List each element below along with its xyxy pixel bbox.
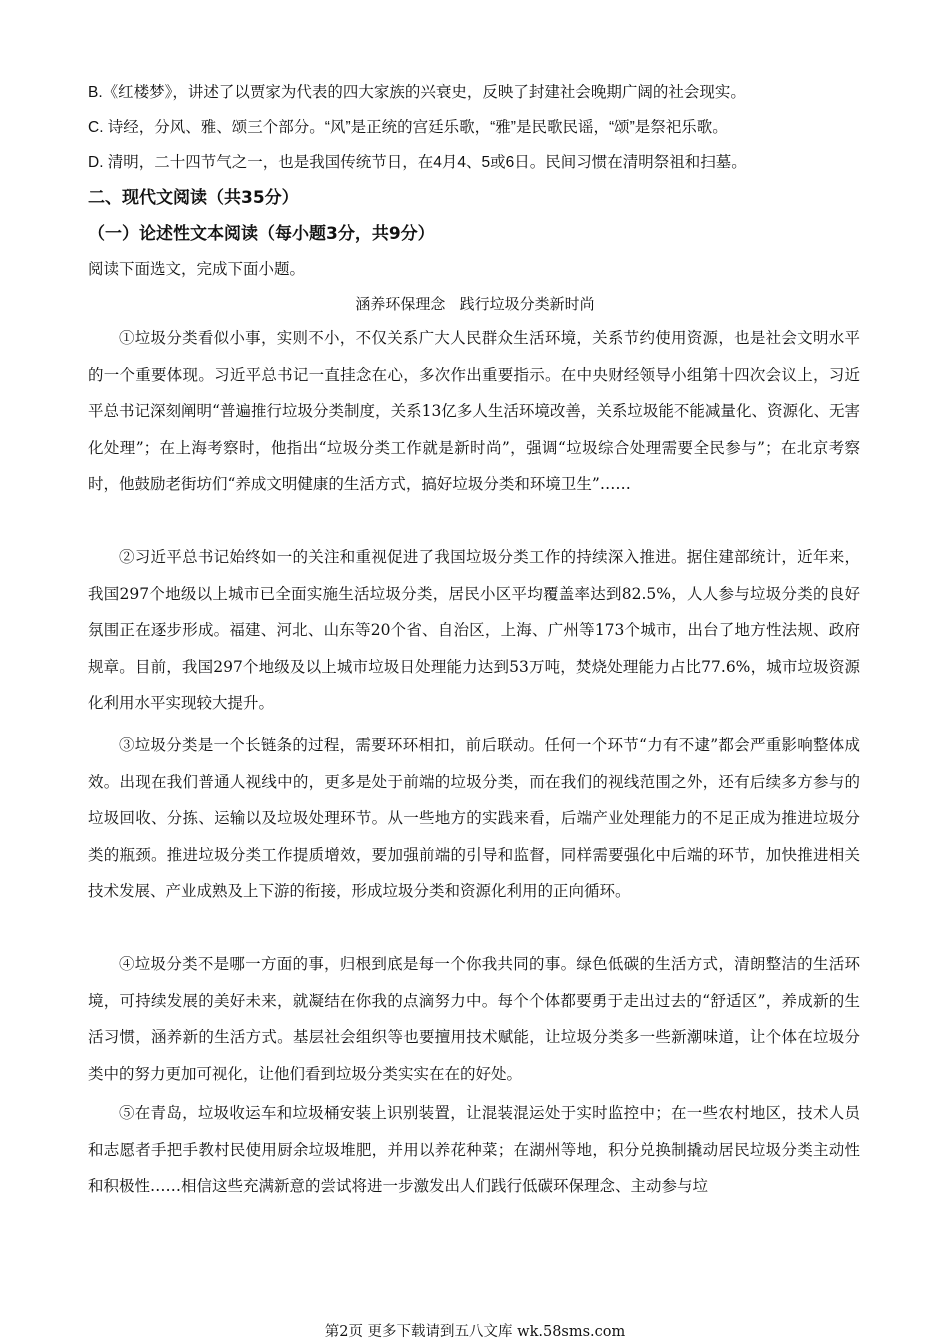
option-b: B.《红楼梦》，讲述了以贾家为代表的四大家族的兴衰史，反映了封建社会晚期广阔的社会现实。 xyxy=(88,84,746,101)
article-paragraph-3: ③垃圾分类是一个长链条的过程，需要环环相扣，前后联动。任何一个环节“力有不逮”都会严重影响整体成效。出现在我们普通人视线中的，更多是处于前端的垃圾分类，而在我们的视线范围之外，还有后续多方参与的垃圾回收、分拣、运输以及垃圾处理环节。从一些地方的实践来看，后端产业处理能力的不足正成为推进垃圾分类的瓶颈。推进垃圾分类工作提质增效，要加强前端的引导和监督，同样需要强化中后端的环节，加快推进相关技术发展、产业成熟及上下游的衔接，形成垃圾分类和资源化利用的正向循环。 xyxy=(88,736,860,901)
article-title: 涵养环保理念 践行垃圾分类新时尚 xyxy=(355,295,595,313)
section-subheading: （一）论述性文本阅读（每小题3分，共9分） xyxy=(88,224,435,244)
article-paragraph-1: ①垃圾分类看似小事，实则不小，不仅关系广大人民群众生活环境，关系节约使用资源，也是社会文明水平的一个重要体现。习近平总书记一直挂念在心，多次作出重要指示。在中央财经领导小组第十四次会议上，习近平总书记深刻阐明“普遍推行垃圾分类制度，关系13亿多人生活环境改善，关系垃圾能不能减量化、资源化、无害化处理”；在上海考察时，他指出“垃圾分类工作就是新时尚”，强调“垃圾综合处理需要全民参与”；在北京考察时，他鼓励老街坊们“养成文明健康的生活方式，搞好垃圾分类和环境卫生”…… xyxy=(88,329,860,494)
article-paragraph-5: ⑤在青岛，垃圾收运车和垃圾桶安装上识别装置，让混装混运处于实时监控中；在一些农村地区，技术人员和志愿者手把手教村民使用厨余垃圾堆肥，并用以养花种菜；在湖州等地，积分兑换制撬动居民垃圾分类主动性和积极性……相信这些充满新意的尝试将进一步激发出人们践行低碳环保理念、主动参与垃 xyxy=(88,1104,860,1196)
article-paragraph-4: ④垃圾分类不是哪一方面的事，归根到底是每一个你我共同的事。绿色低碳的生活方式，清朗整洁的生活环境，可持续发展的美好未来，就凝结在你我的点滴努力中。每个个体都要勇于走出过去的“舒适区”，养成新的生活习惯，涵养新的生活方式。基层社会组织等也要擅用技术赋能，让垃圾分类多一些新潮味道，让个体在垃圾分类中的努力更加可视化，让他们看到垃圾分类实实在在的好处。 xyxy=(88,955,860,1083)
page-footer: 第2页 更多下载请到五八文库 wk.58sms.com xyxy=(324,1324,626,1340)
option-d: D. 清明，二十四节气之一，也是我国传统节日，在4月4、5或6日。民间习惯在清明祭祖和扫墓。 xyxy=(88,154,747,171)
section-heading: 二、现代文阅读（共35分） xyxy=(88,188,299,208)
option-c: C. 诗经，分风、雅、颂三个部分。“风”是正统的宫廷乐歌，“雅”是民歌民谣，“颂”是祭祀乐歌。 xyxy=(88,119,728,136)
reading-instruction: 阅读下面选文，完成下面小题。 xyxy=(88,260,306,278)
article-paragraph-2: ②习近平总书记始终如一的关注和重视促进了我国垃圾分类工作的持续深入推进。据住建部统计，近年来，我国297个地级以上城市已全面实施生活垃圾分类，居民小区平均覆盖率达到82.5%，人人参与垃圾分类的良好氛围正在逐步形成。福建、河北、山东等20个省、自治区，上海、广州等173个城市，出台了地方性法规、政府规章。目前，我国297个地级及以上城市垃圾日处理能力达到53万吨，焚烧处理能力占比77.6%，城市垃圾资源化利用水平实现较大提升。 xyxy=(88,548,860,713)
